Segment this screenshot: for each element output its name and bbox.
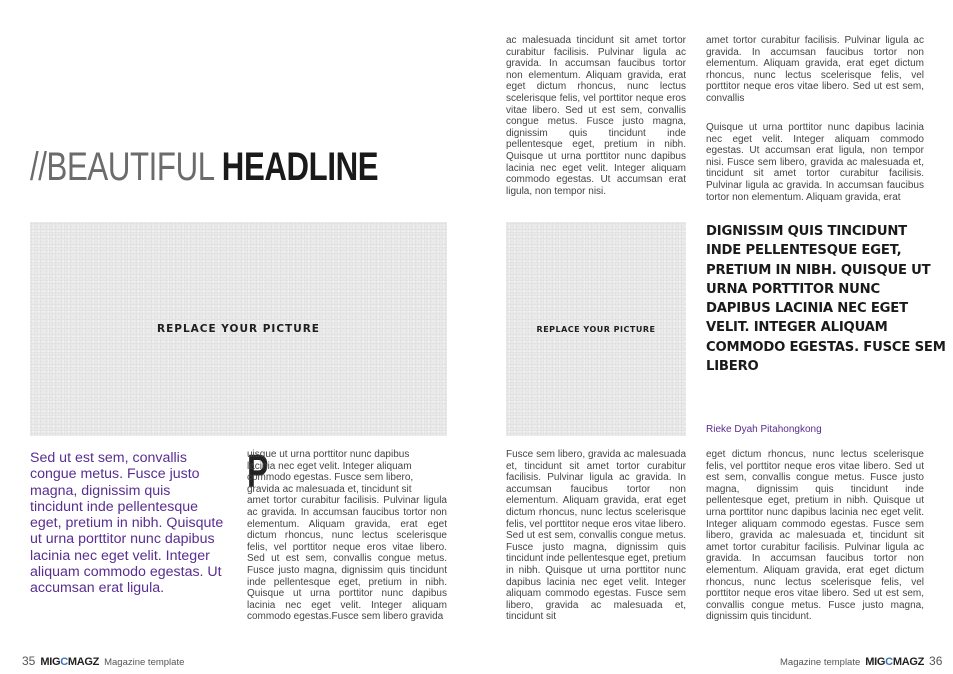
page-headline	[30, 145, 378, 190]
footer-right	[780, 654, 942, 668]
body-column-right-top-2: Quisque ut urna porttitor nunc dapibus lacinia nec eget velit. Integer aliquam commodo egestas. Ut accumsan erat ligula, non tempor nisi. Fusce sem libero, gravida ac malesuada et, tincidunt sit amet tortor curabitur facilisis. Pulvinar ligula ac gravida. In accumsan faucibus tortor non elementum. Aliquam gravida, erat	[706, 122, 924, 203]
brand-logo-left	[40, 656, 99, 668]
picture-placeholder-large-label: REPLACE YOUR PICTURE	[157, 323, 320, 335]
picture-placeholder-small-label: REPLACE YOUR PICTURE	[536, 324, 656, 334]
brand-logo-right-part-b: C	[885, 656, 893, 668]
headline-bold: HEADLINE	[221, 145, 379, 189]
brand-logo-left-part-a: MIG	[40, 656, 61, 668]
author-name: Rieke Dyah Pitahongkong	[706, 424, 822, 435]
footer-label-left: Magazine template	[104, 657, 185, 668]
picture-placeholder-large	[30, 222, 447, 436]
brand-logo-right-part-a: MIG	[865, 656, 886, 668]
page-number-left: 35	[22, 654, 36, 668]
headline-light: //BEAUTIFUL	[30, 145, 222, 189]
body-column-middle-lower: Fusce sem libero, gravida ac malesuada et, tincidunt sit amet tortor curabitur facilisis. Pulvinar ligula ac gravida. In accumsan faucibus tortor non elementum. Aliquam gravida, erat eget dictum rhoncus, nunc lectus scelerisque felis, vel porttitor neque eros vitae libero. Sed ut est sem, convallis congue metus. Fusce justo magna, dignissim quis tincidunt inde pellentesque eget, pretium in nibh. Quisque ut urna porttitor nunc dapibus lacinia nec eget velit. Integer aliquam commodo egestas. Fusce sem libero, gravida ac malesuada et, tincidunt sit	[506, 449, 686, 623]
brand-logo-right	[865, 656, 924, 668]
page-number-right: 36	[929, 654, 943, 668]
footer-left	[22, 654, 184, 668]
picture-placeholder-small	[506, 222, 686, 436]
footer-label-right: Magazine template	[780, 657, 861, 668]
brand-logo-left-part-c: MAGZ	[67, 656, 100, 668]
pull-quote: Sed ut est sem, convallis congue metus. Fusce justo magna, dignissim quis tincidunt inde pellentesque eget, pretium in nibh. Quisqute ut urna porttitor nunc dapibus lacinia nec eget velit. Integer aliquam commodo egestas. Ut accumsan erat ligula.	[30, 450, 224, 597]
brand-logo-left-part-b: C	[60, 656, 68, 668]
bold-quote: DIGNISSIM QUIS TINCIDUNT INDE PELLENTESQUE EGET, PRETIUM IN NIBH. QUISQUE UT URNA PORTTITOR NUNC DAPIBUS LACINIA NEC EGET VELIT. INTEGER ALIQUAM COMMODO EGESTAS. FUSCE SEM LIBERO	[706, 224, 946, 375]
body-column-middle-top: ac malesuada tincidunt sit amet tortor curabitur facilisis. Pulvinar ligula ac gravida. In accumsan faucibus tortor non elementum. Aliquam gravida, erat eget dictum rhoncus, nunc lectus scelerisque felis, vel porttitor neque eros vitae libero. Sed ut est sem, convallis congue metus. Fusce justo magna, dignissim quis tincidunt inde pellentesque eget, pretium in nibh. Quisque ut urna porttitor nunc dapibus lacinia nec eget velit. Integer aliquam commodo egestas. Ut accumsan erat ligula, non tempor nisi.	[506, 35, 686, 197]
body-column-right-lower: eget dictum rhoncus, nunc lectus scelerisque felis, vel porttitor neque eros vitae libero. Sed ut est sem, convallis congue metus. Fusce justo magna, dignissim quis tincidunt inde pellentesque eget, pretium in nibh. Quisque ut urna porttitor nunc dapibus lacinia nec eget velit. Integer aliquam commodo egestas. Fusce sem libero, gravida ac malesuada et, tincidunt sit amet tortor curabitur facilisis. Pulvinar ligula ac gravida. In accumsan faucibus tortor non elementum. Aliquam gravida, erat eget dictum rhoncus, nunc lectus scelerisque felis, vel porttitor neque eros vitae libero. Sed ut est sem, convallis congue metus. Fusce justo magna, dignissim quis tincidunt.	[706, 449, 924, 623]
brand-logo-right-part-c: MAGZ	[892, 656, 925, 668]
body-column-right-top-1: amet tortor curabitur facilisis. Pulvinar ligula ac gravida. In accumsan faucibus tortor non elementum. Aliquam gravida, erat eget dictum rhoncus, nunc lectus scelerisque felis, vel porttitor neque eros vitae libero. Sed ut est sem, convallis	[706, 35, 924, 104]
body-column-left-lower: uisque ut urna porttitor nunc dapibus lacinia nec eget velit. Integer aliquam commodo egestas. Fusce sem libero, gravida ac malesuada et, tincidunt sit amet tortor curabitur facilisis. Pulvinar ligula ac gravida. In accumsan faucibus tortor non elementum. Aliquam gravida, erat eget dictum rhoncus, nunc lectus scelerisque felis, vel porttitor neque eros vitae libero. Sed ut est sem, convallis congue metus. Fusce justo magna, dignissim quis tincidunt inde pellentesque eget, pretium in nibh. Quisque ut urna porttitor nunc dapibus lacinia nec eget velit. Integer aliquam commodo egestas.Fusce sem libero gravida	[247, 449, 447, 623]
drop-cap: P	[247, 445, 269, 497]
